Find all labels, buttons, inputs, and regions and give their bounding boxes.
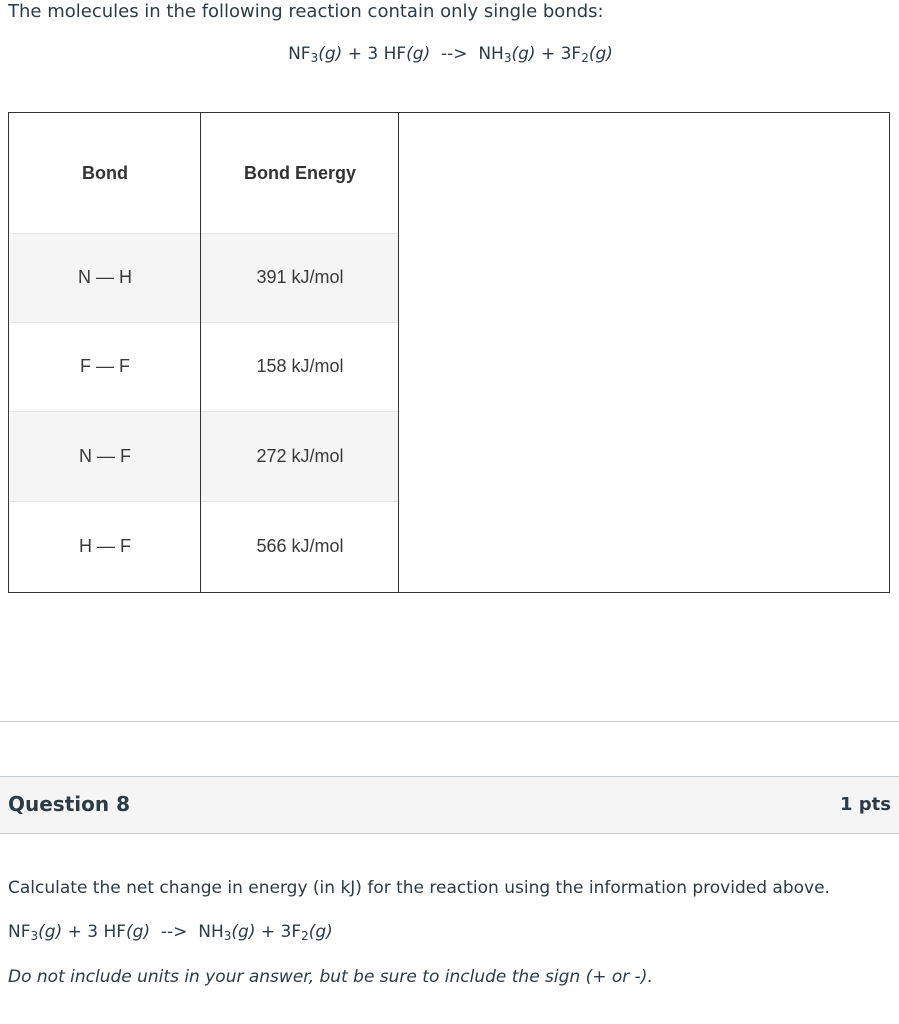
reaction-equation-question bbox=[8, 922, 333, 942]
eq-f2-sub: 2 bbox=[581, 51, 589, 65]
column-divider bbox=[200, 113, 201, 592]
table-row bbox=[10, 322, 399, 411]
question-header bbox=[0, 776, 899, 834]
bond-cell: N — F bbox=[79, 445, 131, 466]
intro-text: The molecules in the following reaction contain only single bonds: bbox=[8, 1, 604, 22]
column-divider bbox=[398, 113, 399, 592]
row-divider bbox=[10, 233, 399, 234]
energy-cell: 566 kJ/mol bbox=[256, 536, 344, 556]
bond-energy-table bbox=[8, 112, 890, 593]
bond-cell: F — F bbox=[80, 356, 130, 376]
eq-state: (g) bbox=[318, 44, 343, 64]
eq-nf-sub: 3 bbox=[310, 51, 319, 65]
bond-cell: N — H bbox=[78, 267, 132, 287]
header-bond-energy: Bond Energy bbox=[243, 162, 356, 183]
eq-nf-sub: 3 bbox=[30, 929, 39, 943]
eq-nf: NF bbox=[288, 44, 311, 64]
energy-cell: 158 kJ/mol bbox=[256, 356, 344, 376]
eq-nh: NH bbox=[478, 44, 504, 64]
eq-nh-sub: 3 bbox=[503, 51, 512, 65]
eq-state: (g) bbox=[406, 44, 431, 64]
energy-cell: 391 kJ/mol bbox=[256, 267, 344, 287]
eq-nh: NH bbox=[198, 922, 224, 942]
eq-nf: NF bbox=[8, 922, 31, 942]
eq-state: (g) bbox=[38, 922, 63, 942]
eq-nh-sub: 3 bbox=[223, 929, 232, 943]
table-row bbox=[10, 501, 399, 592]
eq-state: (g) bbox=[126, 922, 151, 942]
reaction-equation-top bbox=[0, 44, 899, 64]
bond-cell: H — F bbox=[79, 536, 131, 556]
table-row bbox=[10, 411, 399, 501]
row-divider bbox=[10, 322, 399, 323]
eq-state: (g) bbox=[511, 44, 536, 64]
eq-f2: + 3F bbox=[255, 922, 302, 942]
question-points: 1 pts bbox=[840, 794, 891, 815]
table-row bbox=[10, 233, 399, 322]
question-body bbox=[8, 876, 893, 987]
header-bond: Bond bbox=[82, 162, 128, 183]
table-header-row bbox=[10, 113, 399, 233]
eq-f2-sub: 2 bbox=[301, 929, 309, 943]
row-divider bbox=[10, 501, 399, 502]
question-note: Do not include units in your answer, but be sure to include the sign (+ or -). bbox=[8, 967, 653, 987]
eq-f2: + 3F bbox=[535, 44, 582, 64]
eq-arrow: --> bbox=[430, 44, 479, 64]
energy-cell: 272 kJ/mol bbox=[256, 445, 344, 466]
eq-arrow: --> bbox=[150, 922, 199, 942]
question-prompt: Calculate the net change in energy (in kJ) for the reaction using the information provided above. bbox=[8, 878, 830, 898]
eq-state: (g) bbox=[588, 44, 613, 64]
eq-state: (g) bbox=[308, 922, 333, 942]
question-title: Question 8 bbox=[8, 792, 130, 816]
row-divider bbox=[10, 411, 399, 412]
eq-hf: + 3 HF bbox=[62, 922, 127, 942]
eq-state: (g) bbox=[231, 922, 256, 942]
section-divider bbox=[0, 721, 899, 722]
eq-hf: + 3 HF bbox=[342, 44, 407, 64]
